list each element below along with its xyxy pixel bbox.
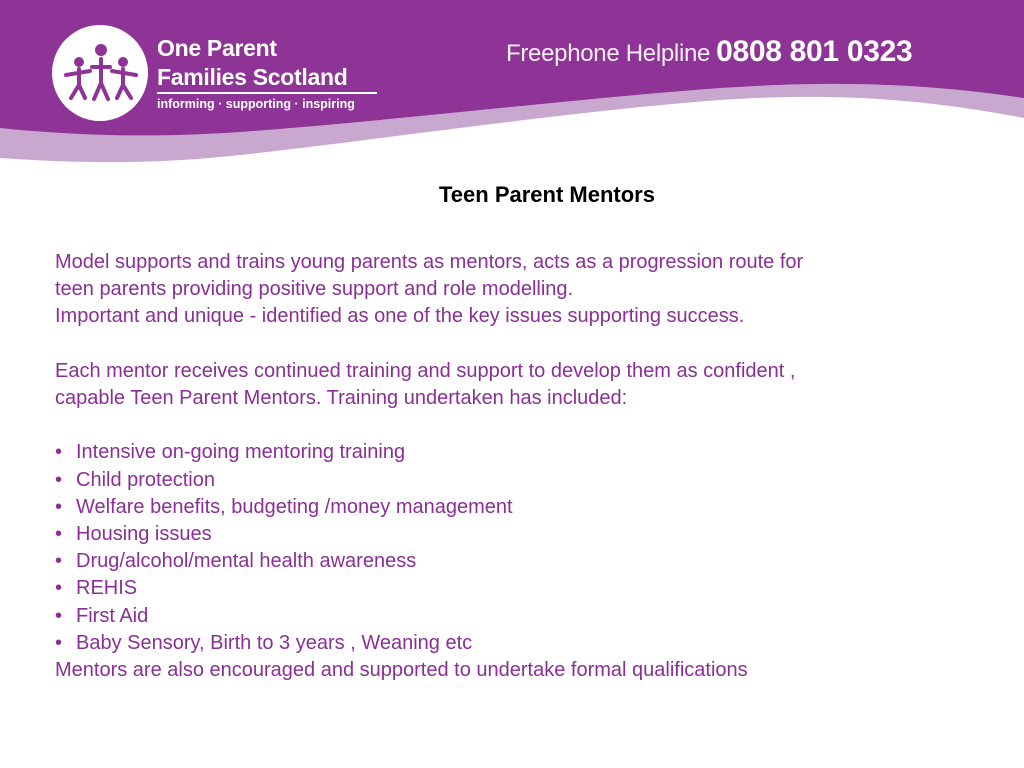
list-item	[55, 575, 955, 602]
helpline	[506, 35, 912, 69]
bullet-icon: •	[55, 468, 63, 491]
intro-line-3: Important and unique - identified as one of the key issues supporting success.	[55, 305, 745, 328]
org-name-line2: Families Scotland	[157, 64, 348, 90]
bullet-icon: •	[55, 441, 63, 464]
helpline-label: Freephone Helpline	[506, 40, 711, 67]
list-item	[55, 603, 955, 630]
org-name	[157, 34, 347, 92]
bullet-icon: •	[55, 577, 63, 600]
list-item-text: REHIS	[76, 577, 138, 600]
list-item-text: Welfare benefits, budgeting /money management	[76, 495, 513, 518]
list-item	[55, 467, 955, 494]
spacer	[55, 331, 955, 358]
bullet-icon: •	[55, 495, 63, 518]
family-logo-icon	[52, 25, 148, 121]
bullet-icon: •	[55, 523, 63, 545]
slide-title: Teen Parent Mentors	[439, 182, 655, 207]
training-list	[55, 439, 955, 657]
training-line-1: Each mentor receives continued training and support to develop them as confident ,	[55, 359, 796, 382]
list-item	[55, 439, 955, 466]
bullet-icon: •	[55, 631, 63, 654]
bullet-icon: •	[55, 604, 63, 627]
spacer	[55, 412, 955, 439]
list-item-text: Housing issues	[76, 523, 212, 545]
list-item-text: Child protection	[76, 468, 215, 491]
bullet-icon: •	[55, 550, 63, 573]
list-item-text: First Aid	[76, 604, 149, 627]
helpline-number: 0808 801 0323	[716, 35, 913, 68]
list-item	[55, 630, 955, 657]
list-item-text: Intensive on-going mentoring training	[76, 441, 406, 464]
header-banner	[0, 0, 1024, 170]
header-wave-background	[0, 0, 1024, 170]
closing-line: Mentors are also encouraged and supported to undertake formal qualifications	[55, 659, 748, 682]
org-name-line1: One Parent	[157, 35, 277, 61]
tagline: informing · supporting · inspiring	[157, 97, 355, 111]
training-line-2: capable Teen Parent Mentors. Training undertaken has included:	[55, 387, 628, 409]
intro-line-1: Model supports and trains young parents as mentors, acts as a progression route for	[55, 251, 804, 273]
slide-body	[55, 249, 955, 684]
logo	[52, 25, 148, 121]
list-item	[55, 521, 955, 548]
list-item-text: Baby Sensory, Birth to 3 years , Weaning etc	[76, 631, 473, 654]
list-item-text: Drug/alcohol/mental health awareness	[76, 550, 417, 573]
tagline-divider	[157, 92, 377, 94]
list-item	[55, 548, 955, 575]
intro-line-2: teen parents providing positive support and role modelling.	[55, 278, 574, 301]
list-item	[55, 494, 955, 521]
